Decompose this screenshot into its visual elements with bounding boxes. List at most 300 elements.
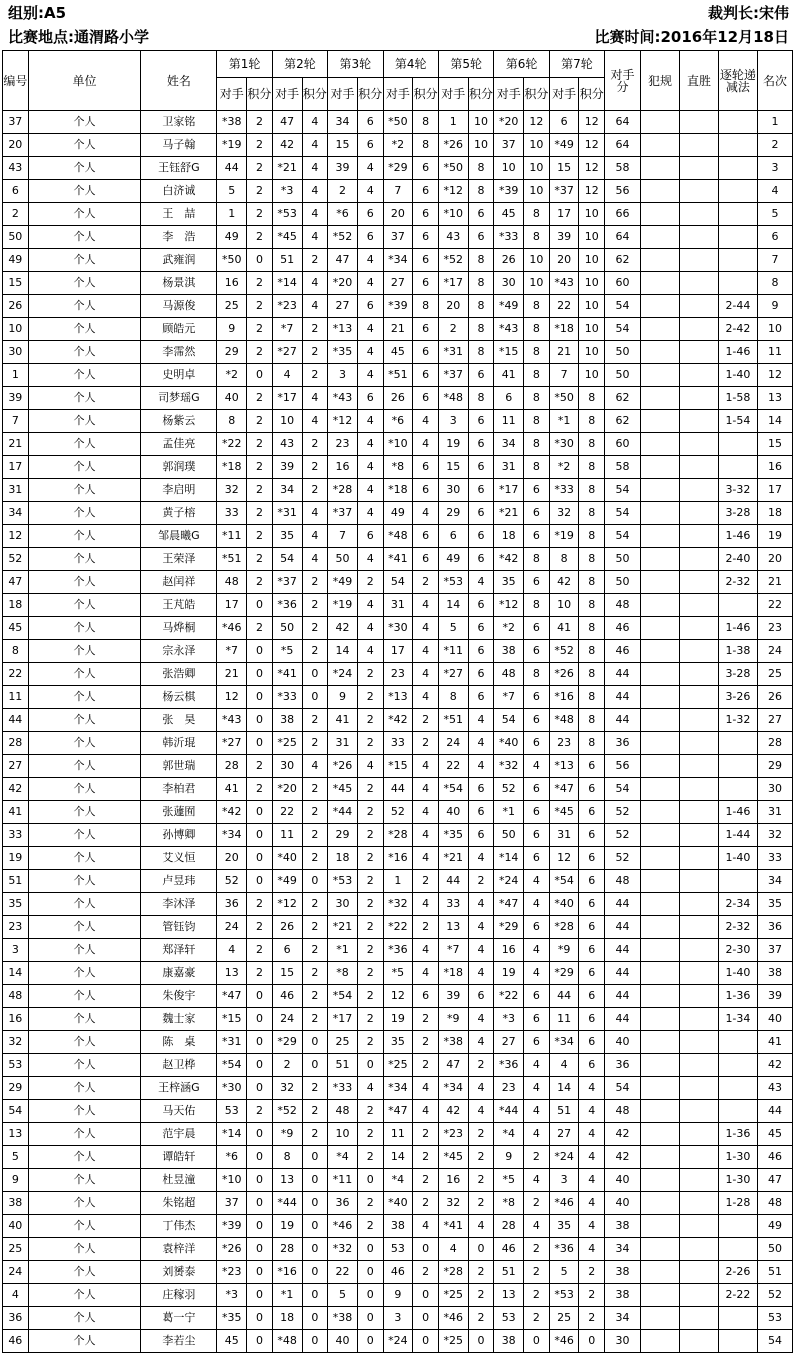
round-7-opponent: 51 <box>549 1100 579 1123</box>
round-1-points: 2 <box>247 410 273 433</box>
opponent-score: 44 <box>605 985 641 1008</box>
round-2-points: 0 <box>302 1169 328 1192</box>
round-3-points: 2 <box>357 1192 383 1215</box>
round-4-points: 4 <box>413 801 439 824</box>
round-2-points: 4 <box>302 157 328 180</box>
player-name: 马源俊 <box>141 295 217 318</box>
round-4-points: 4 <box>413 663 439 686</box>
player-id: 29 <box>3 1077 29 1100</box>
round-4-points: 4 <box>413 824 439 847</box>
foul <box>641 709 680 732</box>
round-3-opponent: 29 <box>328 824 358 847</box>
table-row <box>3 663 793 686</box>
progressive-tiebreak: 1-30 <box>718 1169 757 1192</box>
table-row <box>3 1238 793 1261</box>
direct-win <box>679 1215 718 1238</box>
player-id: 30 <box>3 341 29 364</box>
round-4-opponent: 20 <box>383 203 413 226</box>
round-3-points: 2 <box>357 939 383 962</box>
player-name: 赵卫桦 <box>141 1054 217 1077</box>
round-5-points: 4 <box>468 571 494 594</box>
round-2-points: 2 <box>302 249 328 272</box>
player-unit: 个人 <box>28 732 141 755</box>
round-2-opponent: *37 <box>272 571 302 594</box>
player-id: 45 <box>3 617 29 640</box>
round-3-points: 6 <box>357 226 383 249</box>
round-2-points: 4 <box>302 755 328 778</box>
round-4-points: 6 <box>413 456 439 479</box>
round-3-opponent: *35 <box>328 341 358 364</box>
round-2-opponent: 30 <box>272 755 302 778</box>
round-1-opponent: 33 <box>217 502 247 525</box>
sheet-header <box>0 0 795 50</box>
round-3-points: 0 <box>357 1169 383 1192</box>
player-name: 葛一宁 <box>141 1307 217 1330</box>
direct-win <box>679 663 718 686</box>
round-1-opponent: 20 <box>217 847 247 870</box>
round-2-opponent: 43 <box>272 433 302 456</box>
player-unit: 个人 <box>28 847 141 870</box>
opponent-score: 52 <box>605 801 641 824</box>
round-5-opponent: 30 <box>438 479 468 502</box>
foul <box>641 525 680 548</box>
player-name: 刘赟泰 <box>141 1261 217 1284</box>
round-6-points: 8 <box>524 203 550 226</box>
round-3-points: 2 <box>357 847 383 870</box>
round-3-opponent: *12 <box>328 410 358 433</box>
round-5-points: 6 <box>468 226 494 249</box>
round-7-points: 4 <box>579 1077 605 1100</box>
opponent-score: 50 <box>605 571 641 594</box>
player-name: 李柏君 <box>141 778 217 801</box>
round-2-opponent: 38 <box>272 709 302 732</box>
round-4-points: 2 <box>413 709 439 732</box>
round-2-points: 4 <box>302 134 328 157</box>
progressive-tiebreak: 2-34 <box>718 893 757 916</box>
player-name: 顾皓元 <box>141 318 217 341</box>
col-round-6-opponent: 对手 <box>494 78 524 111</box>
round-6-opponent: *44 <box>494 1100 524 1123</box>
header-row-1 <box>3 51 793 78</box>
player-unit: 个人 <box>28 1169 141 1192</box>
opponent-score: 60 <box>605 272 641 295</box>
round-3-opponent: 47 <box>328 249 358 272</box>
round-5-opponent: 5 <box>438 617 468 640</box>
rank: 22 <box>757 594 792 617</box>
round-4-opponent: *40 <box>383 1192 413 1215</box>
player-name: 杨景淇 <box>141 272 217 295</box>
round-4-points: 6 <box>413 985 439 1008</box>
round-7-points: 8 <box>579 525 605 548</box>
round-4-points: 6 <box>413 525 439 548</box>
direct-win <box>679 709 718 732</box>
round-4-opponent: 38 <box>383 1215 413 1238</box>
standings-table <box>2 50 793 1353</box>
round-3-points: 6 <box>357 111 383 134</box>
round-1-points: 0 <box>247 709 273 732</box>
rank: 53 <box>757 1307 792 1330</box>
foul <box>641 962 680 985</box>
player-id: 19 <box>3 847 29 870</box>
player-unit: 个人 <box>28 686 141 709</box>
round-5-opponent: *41 <box>438 1215 468 1238</box>
round-6-points: 8 <box>524 548 550 571</box>
round-1-opponent: 24 <box>217 916 247 939</box>
round-4-points: 6 <box>413 548 439 571</box>
round-1-opponent: *14 <box>217 1123 247 1146</box>
progressive-tiebreak <box>718 1215 757 1238</box>
round-6-opponent: *24 <box>494 870 524 893</box>
round-4-opponent: 23 <box>383 663 413 686</box>
round-7-points: 6 <box>579 847 605 870</box>
round-6-points: 2 <box>524 1238 550 1261</box>
round-1-points: 2 <box>247 525 273 548</box>
round-3-points: 2 <box>357 1100 383 1123</box>
round-4-opponent: *48 <box>383 525 413 548</box>
foul <box>641 870 680 893</box>
foul <box>641 410 680 433</box>
round-7-opponent: 42 <box>549 571 579 594</box>
direct-win <box>679 870 718 893</box>
round-5-opponent: *27 <box>438 663 468 686</box>
round-4-points: 4 <box>413 1077 439 1100</box>
round-4-points: 4 <box>413 617 439 640</box>
round-5-opponent: *25 <box>438 1284 468 1307</box>
rank: 44 <box>757 1100 792 1123</box>
opponent-score: 54 <box>605 502 641 525</box>
round-6-opponent: *4 <box>494 1123 524 1146</box>
foul <box>641 1238 680 1261</box>
round-7-opponent: *52 <box>549 640 579 663</box>
round-4-opponent: *42 <box>383 709 413 732</box>
round-1-opponent: *51 <box>217 548 247 571</box>
player-id: 53 <box>3 1054 29 1077</box>
round-6-opponent: *32 <box>494 755 524 778</box>
direct-win <box>679 640 718 663</box>
round-6-opponent: 38 <box>494 640 524 663</box>
player-name: 艾义恒 <box>141 847 217 870</box>
venue-label: 比赛地点:通渭路小学 <box>8 28 149 46</box>
opponent-score: 44 <box>605 962 641 985</box>
opponent-score: 38 <box>605 1261 641 1284</box>
table-row <box>3 1077 793 1100</box>
round-7-points: 12 <box>579 157 605 180</box>
progressive-tiebreak: 1-32 <box>718 709 757 732</box>
opponent-score: 52 <box>605 824 641 847</box>
round-7-points: 8 <box>579 548 605 571</box>
col-round-7-points: 积分 <box>579 78 605 111</box>
round-2-points: 2 <box>302 709 328 732</box>
round-3-points: 2 <box>357 732 383 755</box>
round-7-points: 6 <box>579 916 605 939</box>
round-4-points: 4 <box>413 778 439 801</box>
round-6-points: 12 <box>524 111 550 134</box>
player-unit: 个人 <box>28 134 141 157</box>
player-id: 35 <box>3 893 29 916</box>
round-1-points: 0 <box>247 1077 273 1100</box>
round-2-points: 0 <box>302 870 328 893</box>
round-7-opponent: *43 <box>549 272 579 295</box>
table-row <box>3 249 793 272</box>
player-id: 5 <box>3 1146 29 1169</box>
round-1-points: 2 <box>247 341 273 364</box>
standings-body <box>3 111 793 1353</box>
round-6-points: 6 <box>524 709 550 732</box>
round-4-points: 6 <box>413 249 439 272</box>
round-2-opponent: 46 <box>272 985 302 1008</box>
foul <box>641 1123 680 1146</box>
round-6-points: 6 <box>524 1008 550 1031</box>
table-row <box>3 341 793 364</box>
round-1-opponent: *23 <box>217 1261 247 1284</box>
round-4-opponent: *15 <box>383 755 413 778</box>
round-3-opponent: 7 <box>328 525 358 548</box>
opponent-score: 54 <box>605 1077 641 1100</box>
round-7-opponent: *16 <box>549 686 579 709</box>
round-6-opponent: 37 <box>494 134 524 157</box>
round-2-opponent: *48 <box>272 1330 302 1353</box>
round-1-opponent: 1 <box>217 203 247 226</box>
round-3-opponent: *21 <box>328 916 358 939</box>
round-6-points: 4 <box>524 870 550 893</box>
opponent-score: 64 <box>605 134 641 157</box>
round-4-points: 4 <box>413 1215 439 1238</box>
round-5-opponent: 1 <box>438 111 468 134</box>
foul <box>641 778 680 801</box>
col-round-5: 第5轮 <box>438 51 493 78</box>
rank: 39 <box>757 985 792 1008</box>
player-id: 37 <box>3 111 29 134</box>
round-3-opponent: 50 <box>328 548 358 571</box>
player-id: 14 <box>3 962 29 985</box>
round-3-points: 4 <box>357 456 383 479</box>
round-7-opponent: 17 <box>549 203 579 226</box>
player-name: 马天佑 <box>141 1100 217 1123</box>
direct-win <box>679 1261 718 1284</box>
round-1-opponent: 16 <box>217 272 247 295</box>
opponent-score: 36 <box>605 732 641 755</box>
round-7-points: 4 <box>579 1123 605 1146</box>
round-3-points: 0 <box>357 1330 383 1353</box>
round-3-opponent: *45 <box>328 778 358 801</box>
round-1-opponent: *19 <box>217 134 247 157</box>
round-4-opponent: *32 <box>383 893 413 916</box>
round-5-opponent: *11 <box>438 640 468 663</box>
round-5-opponent: 44 <box>438 870 468 893</box>
player-id: 41 <box>3 801 29 824</box>
round-5-points: 8 <box>468 341 494 364</box>
round-2-opponent: 35 <box>272 525 302 548</box>
round-2-points: 4 <box>302 203 328 226</box>
foul <box>641 180 680 203</box>
round-4-opponent: *8 <box>383 456 413 479</box>
progressive-tiebreak <box>718 1330 757 1353</box>
round-4-points: 4 <box>413 410 439 433</box>
round-1-opponent: 32 <box>217 479 247 502</box>
round-4-opponent: *16 <box>383 847 413 870</box>
round-5-opponent: 33 <box>438 893 468 916</box>
round-2-opponent: 2 <box>272 1054 302 1077</box>
player-unit: 个人 <box>28 364 141 387</box>
round-2-opponent: 51 <box>272 249 302 272</box>
round-2-opponent: 26 <box>272 916 302 939</box>
round-3-opponent: 9 <box>328 686 358 709</box>
round-3-points: 2 <box>357 824 383 847</box>
round-7-opponent: 6 <box>549 111 579 134</box>
col-foul: 犯规 <box>641 51 680 111</box>
table-row <box>3 1215 793 1238</box>
round-6-points: 10 <box>524 249 550 272</box>
round-7-points: 6 <box>579 985 605 1008</box>
player-unit: 个人 <box>28 1238 141 1261</box>
round-5-opponent: 14 <box>438 594 468 617</box>
round-2-opponent: *29 <box>272 1031 302 1054</box>
round-7-opponent: *24 <box>549 1146 579 1169</box>
round-6-opponent: *47 <box>494 893 524 916</box>
round-7-points: 8 <box>579 663 605 686</box>
player-id: 12 <box>3 525 29 548</box>
round-4-opponent: *22 <box>383 916 413 939</box>
player-unit: 个人 <box>28 870 141 893</box>
progressive-tiebreak <box>718 1100 757 1123</box>
table-row <box>3 824 793 847</box>
direct-win <box>679 939 718 962</box>
round-6-points: 8 <box>524 364 550 387</box>
round-3-opponent: *33 <box>328 1077 358 1100</box>
round-7-opponent: 12 <box>549 847 579 870</box>
player-id: 2 <box>3 203 29 226</box>
round-6-points: 10 <box>524 157 550 180</box>
round-4-points: 4 <box>413 755 439 778</box>
player-name: 庄稼羽 <box>141 1284 217 1307</box>
table-row <box>3 1054 793 1077</box>
round-6-opponent: 41 <box>494 364 524 387</box>
round-1-points: 0 <box>247 663 273 686</box>
opponent-score: 44 <box>605 709 641 732</box>
round-2-opponent: *20 <box>272 778 302 801</box>
rank: 20 <box>757 548 792 571</box>
player-name: 司梦瑶G <box>141 387 217 410</box>
round-4-points: 8 <box>413 295 439 318</box>
round-5-points: 8 <box>468 318 494 341</box>
round-3-opponent: *11 <box>328 1169 358 1192</box>
round-4-points: 0 <box>413 1238 439 1261</box>
round-2-opponent: 8 <box>272 1146 302 1169</box>
round-5-points: 10 <box>468 111 494 134</box>
foul <box>641 502 680 525</box>
foul <box>641 111 680 134</box>
player-unit: 个人 <box>28 341 141 364</box>
player-name: 马子翰 <box>141 134 217 157</box>
round-7-points: 6 <box>579 778 605 801</box>
round-7-opponent: 5 <box>549 1261 579 1284</box>
opponent-score: 52 <box>605 847 641 870</box>
round-5-points: 0 <box>468 1238 494 1261</box>
round-3-points: 4 <box>357 548 383 571</box>
direct-win <box>679 801 718 824</box>
round-3-opponent: *32 <box>328 1238 358 1261</box>
round-5-points: 4 <box>468 893 494 916</box>
opponent-score: 44 <box>605 916 641 939</box>
round-3-opponent: *38 <box>328 1307 358 1330</box>
round-4-points: 2 <box>413 916 439 939</box>
rank: 54 <box>757 1330 792 1353</box>
round-1-opponent: 28 <box>217 755 247 778</box>
round-5-points: 4 <box>468 1077 494 1100</box>
round-3-opponent: 23 <box>328 433 358 456</box>
round-6-points: 8 <box>524 387 550 410</box>
round-7-opponent: *46 <box>549 1330 579 1353</box>
round-6-opponent: *5 <box>494 1169 524 1192</box>
round-5-points: 8 <box>468 295 494 318</box>
opponent-score: 58 <box>605 157 641 180</box>
round-5-points: 6 <box>468 364 494 387</box>
player-id: 6 <box>3 180 29 203</box>
rank: 23 <box>757 617 792 640</box>
col-round-4-opponent: 对手 <box>383 78 413 111</box>
round-5-points: 2 <box>468 1307 494 1330</box>
round-7-opponent: *54 <box>549 870 579 893</box>
round-2-points: 0 <box>302 1215 328 1238</box>
table-row <box>3 364 793 387</box>
round-3-points: 2 <box>357 1215 383 1238</box>
round-1-opponent: 17 <box>217 594 247 617</box>
round-5-opponent: 20 <box>438 295 468 318</box>
round-1-points: 2 <box>247 157 273 180</box>
col-round-2-points: 积分 <box>302 78 328 111</box>
round-1-opponent: *2 <box>217 364 247 387</box>
round-4-points: 6 <box>413 203 439 226</box>
round-3-points: 2 <box>357 1031 383 1054</box>
round-7-opponent: 41 <box>549 617 579 640</box>
rank: 4 <box>757 180 792 203</box>
rank: 36 <box>757 916 792 939</box>
round-1-opponent: *18 <box>217 456 247 479</box>
round-5-opponent: 29 <box>438 502 468 525</box>
round-2-points: 0 <box>302 1307 328 1330</box>
round-2-opponent: 15 <box>272 962 302 985</box>
opponent-score: 38 <box>605 1215 641 1238</box>
round-1-points: 0 <box>247 1169 273 1192</box>
player-id: 13 <box>3 1123 29 1146</box>
player-id: 23 <box>3 916 29 939</box>
round-2-points: 2 <box>302 640 328 663</box>
direct-win <box>679 341 718 364</box>
direct-win <box>679 824 718 847</box>
round-3-opponent: *24 <box>328 663 358 686</box>
round-5-points: 2 <box>468 870 494 893</box>
player-unit: 个人 <box>28 1146 141 1169</box>
round-3-points: 4 <box>357 341 383 364</box>
opponent-score: 66 <box>605 203 641 226</box>
round-5-opponent: *51 <box>438 709 468 732</box>
opponent-score: 40 <box>605 1169 641 1192</box>
round-7-points: 10 <box>579 249 605 272</box>
rank: 52 <box>757 1284 792 1307</box>
round-3-opponent: *13 <box>328 318 358 341</box>
player-id: 25 <box>3 1238 29 1261</box>
round-1-opponent: *6 <box>217 1146 247 1169</box>
round-6-opponent: *15 <box>494 341 524 364</box>
round-7-opponent: *49 <box>549 134 579 157</box>
round-7-points: 8 <box>579 594 605 617</box>
rank: 3 <box>757 157 792 180</box>
table-row <box>3 525 793 548</box>
table-row <box>3 870 793 893</box>
player-id: 15 <box>3 272 29 295</box>
round-3-opponent: *28 <box>328 479 358 502</box>
round-3-points: 2 <box>357 1123 383 1146</box>
